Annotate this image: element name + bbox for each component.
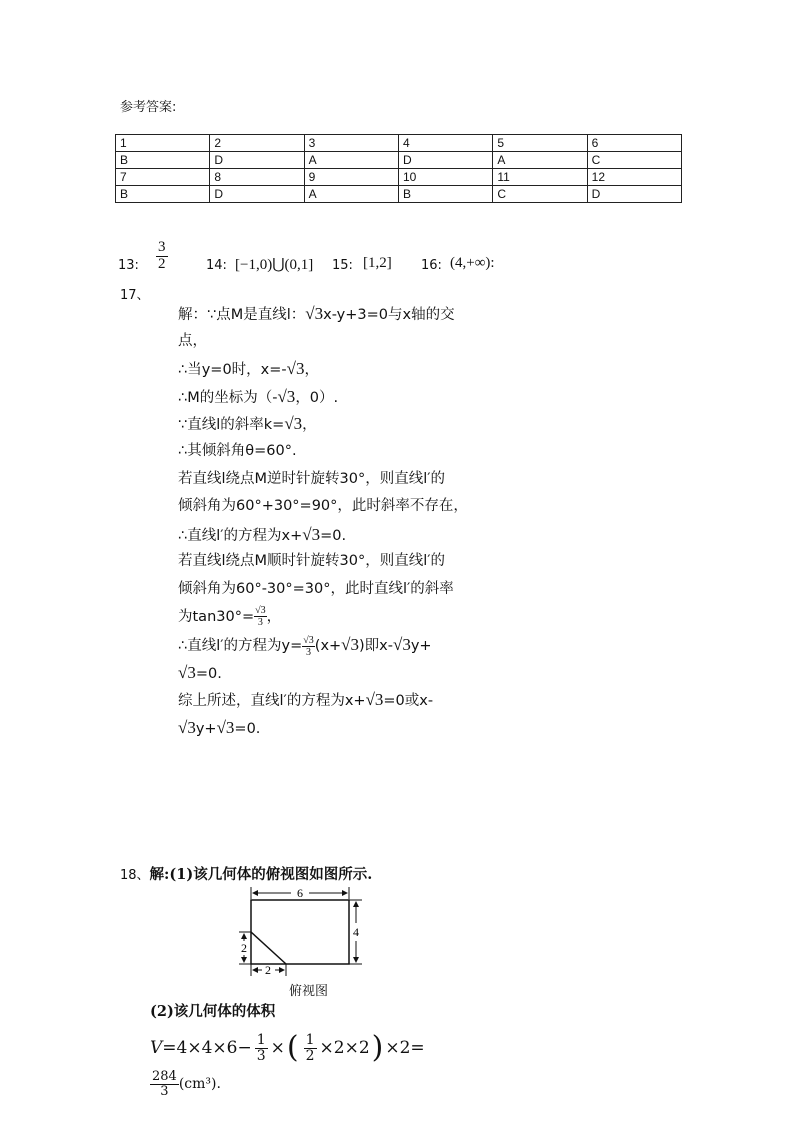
table-cell: A	[304, 186, 398, 203]
table-row	[116, 135, 682, 152]
q18-part2: (2)该几何体的体积	[150, 1003, 276, 1020]
q17-label: 17、	[120, 288, 150, 303]
q18-label: 18、	[120, 868, 150, 883]
corner-cut-line	[251, 932, 286, 964]
q16-label: 16:	[421, 258, 442, 273]
formula-left-paren: (	[286, 1030, 299, 1065]
table-cell: 3	[304, 135, 398, 152]
table-cell: A	[304, 152, 398, 169]
table-cell: B	[116, 186, 210, 203]
solution-line: 综上所述，直线l′的方程为x+√3=0或x-	[178, 690, 434, 710]
solution-line: ∴当y=0时，x=-√3，	[178, 359, 319, 379]
table-cell: D	[398, 152, 492, 169]
table-cell: B	[116, 152, 210, 169]
table-cell: C	[587, 152, 681, 169]
solution-line: ∴直线l′的方程为y= $\frac{√3}{3}$ (x+√3)即x-√3y+	[178, 634, 432, 658]
result-fraction: $\frac{284}{3}$	[152, 1069, 177, 1099]
table-cell: 2	[210, 135, 304, 152]
q17-solution	[178, 300, 488, 742]
solution-line: 为tan30°= $\frac{√3}{3}$ ，	[178, 605, 282, 629]
left-dimension: 2	[241, 941, 247, 955]
formula-tail: ×2=	[385, 1038, 425, 1058]
solution-line: √3y+√3=0.	[178, 717, 261, 737]
q13-numerator: 3	[158, 239, 166, 255]
formula-lhs: V	[150, 1038, 163, 1058]
table-cell: 9	[304, 169, 398, 186]
table-cell: 5	[493, 135, 587, 152]
table-row	[116, 169, 682, 186]
table-row	[116, 186, 682, 203]
table-cell: 10	[398, 169, 492, 186]
solution-line: ∴直线l′的方程为x+√3=0.	[178, 524, 347, 544]
top-view-diagram	[236, 883, 368, 979]
result-unit: (cm³).	[178, 1076, 221, 1093]
formula-right-paren: )	[371, 1030, 384, 1065]
fill-in-answers	[118, 240, 678, 284]
solution-line: 若直线l绕点M逆时针旋转30°，则直线l′的	[178, 470, 446, 487]
table-cell: D	[587, 186, 681, 203]
q14-label: 14:	[206, 258, 227, 273]
table-cell: 7	[116, 169, 210, 186]
answer-table	[115, 134, 682, 203]
table-cell: A	[493, 152, 587, 169]
table-cell: D	[210, 152, 304, 169]
top-dimension: 6	[297, 886, 303, 900]
solution-line: ∵直线l的斜率k=√3，	[178, 414, 317, 434]
formula-inner: ×2×2	[319, 1038, 370, 1058]
diagram-caption: 俯视图	[289, 984, 329, 999]
right-dimension: 4	[353, 925, 359, 939]
table-cell: D	[210, 186, 304, 203]
formula-times: ×	[270, 1038, 285, 1058]
table-cell: 1	[116, 135, 210, 152]
q13-label: 13:	[118, 258, 139, 273]
solution-line: 点，	[178, 332, 207, 349]
q18-part1-text: 解:(1)该几何体的俯视图如图所示.	[149, 866, 373, 883]
formula-term1: =4×4×6−	[162, 1038, 252, 1058]
table-cell: 8	[210, 169, 304, 186]
table-cell: B	[398, 186, 492, 203]
volume-result	[150, 1070, 221, 1098]
q16-answer: (4,+∞):	[450, 255, 495, 271]
q15-answer: [1,2]	[363, 255, 392, 271]
solution-line: 倾斜角为60°+30°=90°，此时斜率不存在，	[178, 498, 468, 515]
q13-answer	[156, 240, 168, 273]
table-cell: 6	[587, 135, 681, 152]
answer-heading: 参考答案:	[120, 100, 177, 115]
table-cell: 4	[398, 135, 492, 152]
q13-denominator: 2	[158, 255, 166, 272]
formula-fraction-2: $\frac{1}{2}$	[305, 1031, 315, 1064]
formula-fraction-1: $\frac{1}{3}$	[256, 1031, 266, 1064]
table-row	[116, 152, 682, 169]
solution-line: 倾斜角为60°-30°=30°，此时直线l′的斜率	[178, 580, 454, 597]
q18-part1	[120, 863, 372, 884]
solution-line: ∴M的坐标为（-√3，0）.	[178, 386, 339, 406]
solution-line: √3=0.	[178, 662, 222, 682]
table-cell: 12	[587, 169, 681, 186]
bottom-dimension: 2	[265, 963, 271, 977]
view-rectangle	[251, 900, 349, 964]
table-cell: 11	[493, 169, 587, 186]
q14-answer: [−1,0)⋃(0,1]	[235, 257, 314, 273]
volume-formula	[150, 1024, 425, 1072]
q15-label: 15:	[332, 258, 353, 273]
solution-line: 若直线l绕点M顺时针旋转30°，则直线l′的	[178, 553, 446, 570]
solution-line: ∴其倾斜角θ=60°.	[178, 442, 297, 459]
solution-line: 解：∵点M是直线l：√3x-y+3=0与x轴的交	[178, 304, 455, 323]
table-cell: C	[493, 186, 587, 203]
